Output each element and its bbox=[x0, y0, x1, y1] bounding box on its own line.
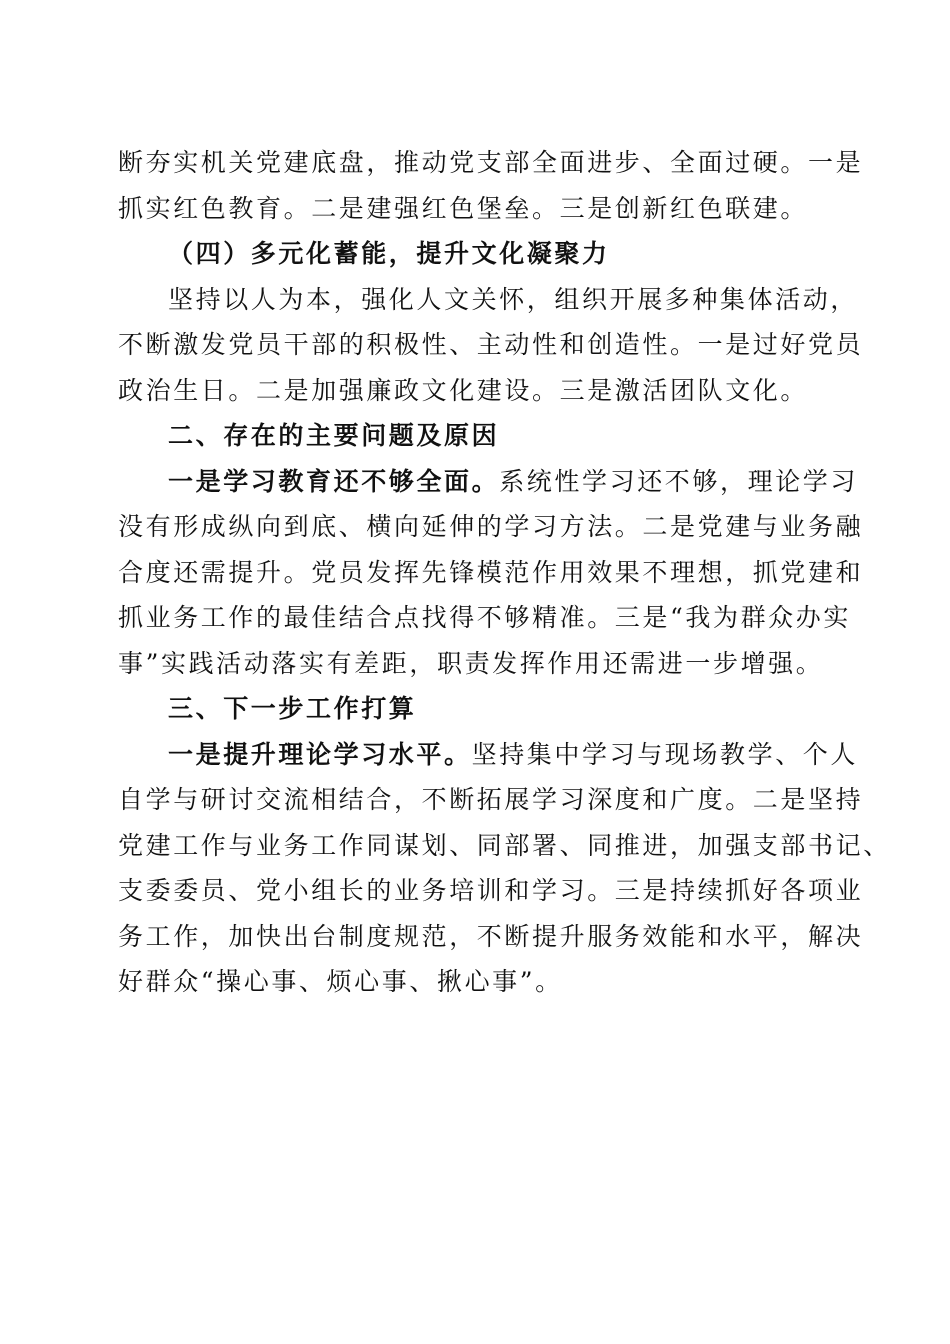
paragraph-line: 务工作，加快出台制度规范，不断提升服务效能和水平，解决 bbox=[118, 921, 864, 951]
paragraph-line bbox=[118, 732, 859, 778]
paragraph-line: 事”实践活动落实有差距，职责发挥作用还需进一步增强。 bbox=[118, 648, 824, 678]
section-heading-four: （四）多元化蓄能，提升文化凝聚力 bbox=[168, 239, 610, 268]
paragraph-line: 支委委员、党小组长的业务培训和学习。三是持续抓好各项业 bbox=[118, 876, 864, 905]
paragraph-line: 自学与研讨交流相结合，不断拓展学习深度和广度。二是坚持 bbox=[118, 785, 864, 814]
section-heading-two: 二、存在的主要问题及原因 bbox=[168, 421, 500, 450]
paragraph-line bbox=[118, 459, 859, 505]
lead-phrase: 一是提升理论学习水平。 bbox=[168, 739, 472, 769]
paragraph-line: 政治生日。二是加强廉政文化建设。三是激活团队文化。 bbox=[118, 375, 809, 405]
paragraph-line: 合度还需提升。党员发挥先锋模范作用效果不理想，抓党建和 bbox=[118, 557, 864, 587]
paragraph-line: 坚持以人为本，强化人文关怀，组织开展多种集体活动， bbox=[168, 284, 859, 314]
paragraph-line: 抓实红色教育。二是建强红色堡垒。三是创新红色联建。 bbox=[118, 193, 809, 223]
paragraph-line: 党建工作与业务工作同谋划、同部署、同推进，加强支部书记、 bbox=[118, 830, 891, 860]
paragraph-text: 坚持集中学习与现场教学、个人 bbox=[471, 739, 859, 769]
paragraph-line: 抓业务工作的最佳结合点找得不够精准。三是“我为群众办实 bbox=[118, 603, 851, 632]
paragraph-line: 好群众“操心事、烦心事、揪心事”。 bbox=[118, 967, 563, 996]
lead-phrase: 一是学习教育还不够全面。 bbox=[168, 466, 500, 496]
section-heading-three: 三、下一步工作打算 bbox=[168, 694, 417, 723]
document-page bbox=[118, 140, 891, 1005]
paragraph-line: 断夯实机关党建底盘，推动党支部全面进步、全面过硬。一是 bbox=[118, 148, 864, 177]
paragraph-text: 系统性学习还不够，理论学习 bbox=[499, 466, 859, 496]
paragraph-line: 不断激发党员干部的积极性、主动性和创造性。一是过好党员 bbox=[118, 330, 864, 359]
paragraph-line: 没有形成纵向到底、横向延伸的学习方法。二是党建与业务融 bbox=[118, 512, 864, 541]
